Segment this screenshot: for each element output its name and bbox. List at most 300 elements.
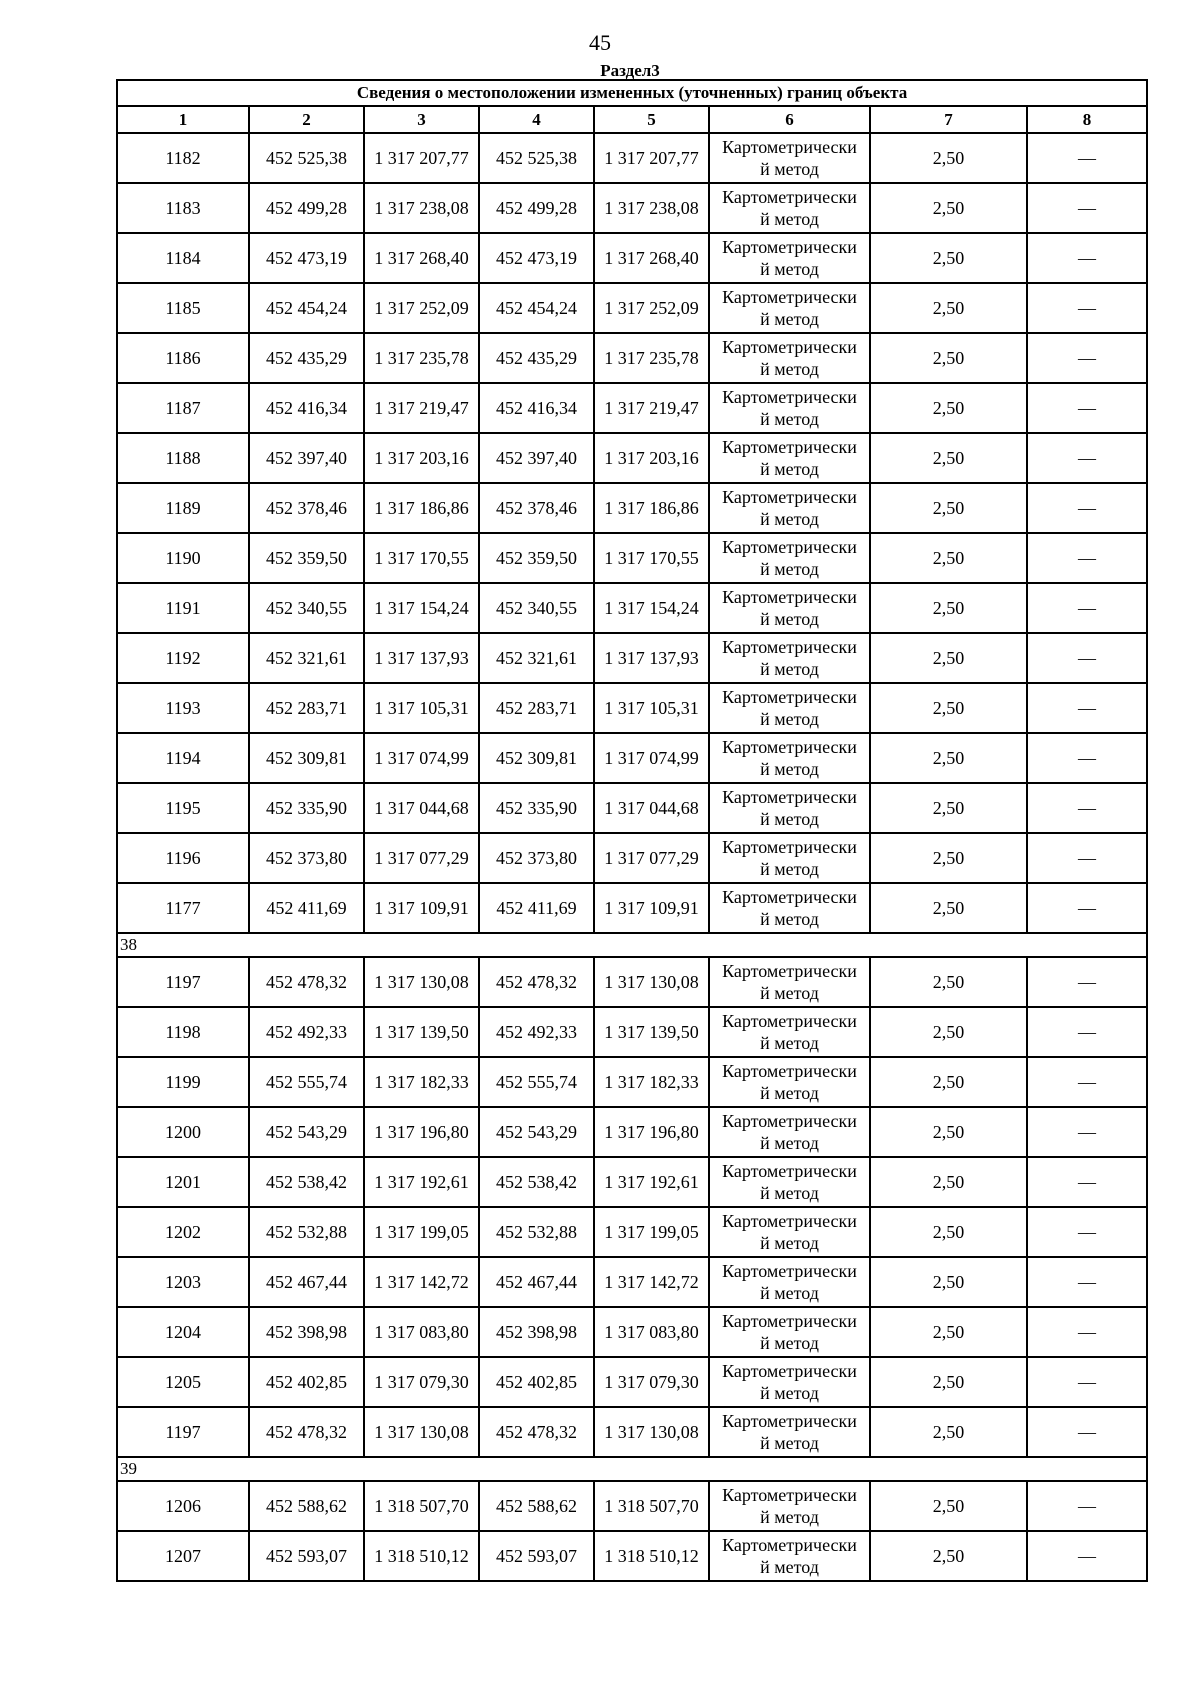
y-new-cell: 1 317 196,80 [594,1107,709,1157]
accuracy-cell: 2,50 [870,133,1027,183]
method-line: й метод [760,1433,819,1453]
point-number: 1198 [117,1007,249,1057]
point-number: 1182 [117,133,249,183]
method-cell [709,1407,870,1457]
table-row [117,583,1147,633]
x-new-cell: 452 492,33 [479,1007,594,1057]
y-new-cell: 1 317 044,68 [594,783,709,833]
method-cell [709,533,870,583]
column-number: 4 [479,106,594,133]
method-cell [709,583,870,633]
point-number: 1194 [117,733,249,783]
x-new-cell: 452 478,32 [479,1407,594,1457]
accuracy-cell: 2,50 [870,1257,1027,1307]
x-old-cell: 452 411,69 [249,883,364,933]
x-new-cell: 452 555,74 [479,1057,594,1107]
column-number: 3 [364,106,479,133]
method-line: Картометрически [722,1261,857,1281]
x-old-cell: 452 478,32 [249,1407,364,1457]
y-old-cell: 1 317 137,93 [364,633,479,683]
table-row [117,683,1147,733]
section-title: Раздел3 [600,61,660,80]
point-number: 1207 [117,1531,249,1581]
method-line: Картометрически [722,637,857,657]
y-old-cell: 1 317 252,09 [364,283,479,333]
point-number: 1191 [117,583,249,633]
x-new-cell: 452 588,62 [479,1481,594,1531]
x-old-cell: 452 555,74 [249,1057,364,1107]
dash-cell: — [1027,1407,1147,1457]
x-old-cell: 452 478,32 [249,957,364,1007]
table-row [117,133,1147,183]
y-old-cell: 1 317 083,80 [364,1307,479,1357]
y-old-cell: 1 317 203,16 [364,433,479,483]
dash-cell: — [1027,1207,1147,1257]
y-old-cell: 1 317 192,61 [364,1157,479,1207]
point-number: 1192 [117,633,249,683]
table-row [117,883,1147,933]
group-row [117,1457,1147,1481]
y-new-cell: 1 317 083,80 [594,1307,709,1357]
y-old-cell: 1 318 510,12 [364,1531,479,1581]
accuracy-cell: 2,50 [870,333,1027,383]
x-old-cell: 452 321,61 [249,633,364,683]
x-old-cell: 452 340,55 [249,583,364,633]
y-old-cell: 1 317 079,30 [364,1357,479,1407]
method-cell [709,133,870,183]
accuracy-cell: 2,50 [870,583,1027,633]
point-number: 1177 [117,883,249,933]
x-new-cell: 452 309,81 [479,733,594,783]
y-new-cell: 1 317 235,78 [594,333,709,383]
method-line: й метод [760,659,819,679]
table-row [117,1057,1147,1107]
table-row [117,433,1147,483]
method-line: й метод [760,983,819,1003]
dash-cell: — [1027,583,1147,633]
accuracy-cell: 2,50 [870,383,1027,433]
y-old-cell: 1 317 207,77 [364,133,479,183]
method-line: Картометрически [722,387,857,407]
dash-cell: — [1027,1357,1147,1407]
x-old-cell: 452 492,33 [249,1007,364,1057]
accuracy-cell: 2,50 [870,683,1027,733]
table-row [117,333,1147,383]
accuracy-cell: 2,50 [870,633,1027,683]
point-number: 1188 [117,433,249,483]
x-new-cell: 452 454,24 [479,283,594,333]
accuracy-cell: 2,50 [870,533,1027,583]
y-old-cell: 1 317 154,24 [364,583,479,633]
method-line: й метод [760,1033,819,1053]
point-number: 1203 [117,1257,249,1307]
point-number: 1199 [117,1057,249,1107]
y-old-cell: 1 317 170,55 [364,533,479,583]
x-old-cell: 452 398,98 [249,1307,364,1357]
accuracy-cell: 2,50 [870,1107,1027,1157]
x-old-cell: 452 283,71 [249,683,364,733]
x-new-cell: 452 435,29 [479,333,594,383]
method-line: Картометрически [722,137,857,157]
dash-cell: — [1027,183,1147,233]
method-line: Картометрически [722,737,857,757]
table-row [117,1407,1147,1457]
method-cell [709,233,870,283]
method-line: Картометрически [722,1311,857,1331]
x-new-cell: 452 525,38 [479,133,594,183]
point-number: 1197 [117,957,249,1007]
method-line: Картометрически [722,787,857,807]
method-cell [709,733,870,783]
x-old-cell: 452 588,62 [249,1481,364,1531]
x-new-cell: 452 467,44 [479,1257,594,1307]
column-number: 5 [594,106,709,133]
accuracy-cell: 2,50 [870,783,1027,833]
y-old-cell: 1 317 130,08 [364,1407,479,1457]
dash-cell: — [1027,1157,1147,1207]
column-number: 1 [117,106,249,133]
point-number: 1193 [117,683,249,733]
y-old-cell: 1 317 219,47 [364,383,479,433]
method-cell [709,1257,870,1307]
dash-cell: — [1027,1307,1147,1357]
method-cell [709,483,870,533]
method-line: й метод [760,559,819,579]
method-line: Картометрически [722,1061,857,1081]
dash-cell: — [1027,1007,1147,1057]
method-line: й метод [760,409,819,429]
table-row [117,233,1147,283]
dash-cell: — [1027,733,1147,783]
point-number: 1187 [117,383,249,433]
method-cell [709,683,870,733]
column-number: 2 [249,106,364,133]
x-old-cell: 452 593,07 [249,1531,364,1581]
dash-cell: — [1027,957,1147,1007]
table-row [117,1157,1147,1207]
method-line: Картометрически [722,287,857,307]
x-new-cell: 452 373,80 [479,833,594,883]
y-new-cell: 1 317 079,30 [594,1357,709,1407]
method-line: й метод [760,609,819,629]
dash-cell: — [1027,1481,1147,1531]
table-row [117,1307,1147,1357]
method-line: Картометрически [722,437,857,457]
x-new-cell: 452 543,29 [479,1107,594,1157]
x-old-cell: 452 454,24 [249,283,364,333]
method-line: й метод [760,309,819,329]
table-row [117,833,1147,883]
y-new-cell: 1 317 142,72 [594,1257,709,1307]
method-line: й метод [760,1083,819,1103]
method-cell [709,883,870,933]
table-row [117,183,1147,233]
accuracy-cell: 2,50 [870,183,1027,233]
x-old-cell: 452 543,29 [249,1107,364,1157]
dash-cell: — [1027,1531,1147,1581]
point-number: 1196 [117,833,249,883]
method-cell [709,633,870,683]
x-old-cell: 452 473,19 [249,233,364,283]
y-new-cell: 1 317 238,08 [594,183,709,233]
accuracy-cell: 2,50 [870,1307,1027,1357]
y-new-cell: 1 317 207,77 [594,133,709,183]
dash-cell: — [1027,1107,1147,1157]
y-new-cell: 1 317 186,86 [594,483,709,533]
method-line: й метод [760,1557,819,1577]
method-line: й метод [760,1133,819,1153]
boundary-table [116,79,1148,1582]
method-cell [709,383,870,433]
accuracy-cell: 2,50 [870,283,1027,333]
y-old-cell: 1 317 235,78 [364,333,479,383]
point-number: 1202 [117,1207,249,1257]
method-line: Картометрически [722,487,857,507]
y-old-cell: 1 317 130,08 [364,957,479,1007]
accuracy-cell: 2,50 [870,883,1027,933]
method-line: Картометрически [722,1411,857,1431]
method-line: й метод [760,1383,819,1403]
method-line: Картометрически [722,837,857,857]
x-new-cell: 452 416,34 [479,383,594,433]
method-cell [709,957,870,1007]
dash-cell: — [1027,133,1147,183]
x-new-cell: 452 593,07 [479,1531,594,1581]
method-line: Картометрически [722,337,857,357]
table-title: Сведения о местоположении измененных (уточненных) границ объекта [117,80,1147,106]
method-line: й метод [760,759,819,779]
method-line: й метод [760,809,819,829]
table-row [117,1357,1147,1407]
x-new-cell: 452 473,19 [479,233,594,283]
accuracy-cell: 2,50 [870,733,1027,783]
table-row [117,1481,1147,1531]
y-new-cell: 1 317 077,29 [594,833,709,883]
column-number: 6 [709,106,870,133]
x-new-cell: 452 402,85 [479,1357,594,1407]
x-old-cell: 452 416,34 [249,383,364,433]
point-number: 1201 [117,1157,249,1207]
x-new-cell: 452 398,98 [479,1307,594,1357]
accuracy-cell: 2,50 [870,1207,1027,1257]
y-old-cell: 1 317 268,40 [364,233,479,283]
x-new-cell: 452 335,90 [479,783,594,833]
dash-cell: — [1027,1057,1147,1107]
table-row [117,483,1147,533]
point-number: 1183 [117,183,249,233]
accuracy-cell: 2,50 [870,1531,1027,1581]
accuracy-cell: 2,50 [870,833,1027,883]
method-line: Картометрически [722,1211,857,1231]
method-line: й метод [760,159,819,179]
dash-cell: — [1027,533,1147,583]
method-line: Картометрически [722,1161,857,1181]
method-cell [709,1057,870,1107]
x-new-cell: 452 538,42 [479,1157,594,1207]
method-cell [709,283,870,333]
point-number: 1200 [117,1107,249,1157]
dash-cell: — [1027,383,1147,433]
accuracy-cell: 2,50 [870,1157,1027,1207]
x-old-cell: 452 435,29 [249,333,364,383]
x-old-cell: 452 402,85 [249,1357,364,1407]
y-new-cell: 1 317 170,55 [594,533,709,583]
dash-cell: — [1027,883,1147,933]
group-row [117,933,1147,957]
y-old-cell: 1 317 109,91 [364,883,479,933]
y-old-cell: 1 317 142,72 [364,1257,479,1307]
table-row [117,633,1147,683]
table-row [117,383,1147,433]
table-row [117,783,1147,833]
method-line: й метод [760,1233,819,1253]
x-old-cell: 452 335,90 [249,783,364,833]
point-number: 1185 [117,283,249,333]
column-number: 8 [1027,106,1147,133]
point-number: 1195 [117,783,249,833]
y-new-cell: 1 317 192,61 [594,1157,709,1207]
y-new-cell: 1 317 130,08 [594,957,709,1007]
y-old-cell: 1 317 182,33 [364,1057,479,1107]
method-line: Картометрически [722,1485,857,1505]
method-line: й метод [760,909,819,929]
table-row [117,1207,1147,1257]
method-line: Картометрически [722,1011,857,1031]
method-cell [709,1207,870,1257]
table-row [117,733,1147,783]
group-label: 38 [117,933,1147,957]
dash-cell: — [1027,1257,1147,1307]
method-line: Картометрически [722,1361,857,1381]
y-new-cell: 1 317 154,24 [594,583,709,633]
method-cell [709,333,870,383]
x-old-cell: 452 525,38 [249,133,364,183]
y-new-cell: 1 317 105,31 [594,683,709,733]
method-line: й метод [760,1507,819,1527]
method-cell [709,1531,870,1581]
y-old-cell: 1 317 074,99 [364,733,479,783]
y-old-cell: 1 317 077,29 [364,833,479,883]
method-line: Картометрически [722,961,857,981]
x-new-cell: 452 397,40 [479,433,594,483]
y-new-cell: 1 317 268,40 [594,233,709,283]
y-old-cell: 1 317 044,68 [364,783,479,833]
accuracy-cell: 2,50 [870,433,1027,483]
method-cell [709,433,870,483]
y-new-cell: 1 317 219,47 [594,383,709,433]
dash-cell: — [1027,833,1147,883]
table-body [117,80,1147,1581]
method-line: й метод [760,859,819,879]
x-new-cell: 452 532,88 [479,1207,594,1257]
point-number: 1186 [117,333,249,383]
x-old-cell: 452 397,40 [249,433,364,483]
dash-cell: — [1027,483,1147,533]
table-row [117,533,1147,583]
method-line: й метод [760,359,819,379]
x-old-cell: 452 378,46 [249,483,364,533]
x-new-cell: 452 499,28 [479,183,594,233]
accuracy-cell: 2,50 [870,233,1027,283]
table-row [117,283,1147,333]
table-row [117,1257,1147,1307]
x-old-cell: 452 538,42 [249,1157,364,1207]
column-number-row [117,106,1147,133]
x-old-cell: 452 373,80 [249,833,364,883]
accuracy-cell: 2,50 [870,1057,1027,1107]
method-cell [709,1307,870,1357]
x-new-cell: 452 478,32 [479,957,594,1007]
method-cell [709,1157,870,1207]
point-number: 1197 [117,1407,249,1457]
table-title-row [117,80,1147,106]
dash-cell: — [1027,233,1147,283]
method-cell [709,833,870,883]
y-new-cell: 1 318 507,70 [594,1481,709,1531]
method-line: й метод [760,1183,819,1203]
method-cell [709,1357,870,1407]
x-new-cell: 452 378,46 [479,483,594,533]
method-line: Картометрически [722,1111,857,1131]
table-row [117,1107,1147,1157]
dash-cell: — [1027,433,1147,483]
dash-cell: — [1027,633,1147,683]
point-number: 1206 [117,1481,249,1531]
point-number: 1205 [117,1357,249,1407]
point-number: 1204 [117,1307,249,1357]
x-new-cell: 452 359,50 [479,533,594,583]
accuracy-cell: 2,50 [870,957,1027,1007]
point-number: 1190 [117,533,249,583]
point-number: 1184 [117,233,249,283]
x-old-cell: 452 499,28 [249,183,364,233]
point-number: 1189 [117,483,249,533]
y-new-cell: 1 317 199,05 [594,1207,709,1257]
y-new-cell: 1 317 074,99 [594,733,709,783]
y-new-cell: 1 317 182,33 [594,1057,709,1107]
x-new-cell: 452 283,71 [479,683,594,733]
method-line: Картометрически [722,187,857,207]
accuracy-cell: 2,50 [870,1407,1027,1457]
y-new-cell: 1 317 130,08 [594,1407,709,1457]
method-cell [709,1481,870,1531]
y-old-cell: 1 317 186,86 [364,483,479,533]
y-new-cell: 1 317 109,91 [594,883,709,933]
x-old-cell: 452 532,88 [249,1207,364,1257]
method-line: Картометрически [722,887,857,907]
x-new-cell: 452 411,69 [479,883,594,933]
method-line: й метод [760,509,819,529]
dash-cell: — [1027,683,1147,733]
method-line: Картометрически [722,237,857,257]
x-old-cell: 452 359,50 [249,533,364,583]
y-old-cell: 1 317 139,50 [364,1007,479,1057]
dash-cell: — [1027,783,1147,833]
table-row [117,957,1147,1007]
y-old-cell: 1 317 238,08 [364,183,479,233]
group-label: 39 [117,1457,1147,1481]
method-line: й метод [760,709,819,729]
y-old-cell: 1 317 196,80 [364,1107,479,1157]
dash-cell: — [1027,333,1147,383]
method-line: Картометрически [722,587,857,607]
method-line: Картометрически [722,1535,857,1555]
accuracy-cell: 2,50 [870,483,1027,533]
method-line: й метод [760,1333,819,1353]
page-number: 45 [589,30,611,55]
method-cell [709,1007,870,1057]
method-cell [709,183,870,233]
